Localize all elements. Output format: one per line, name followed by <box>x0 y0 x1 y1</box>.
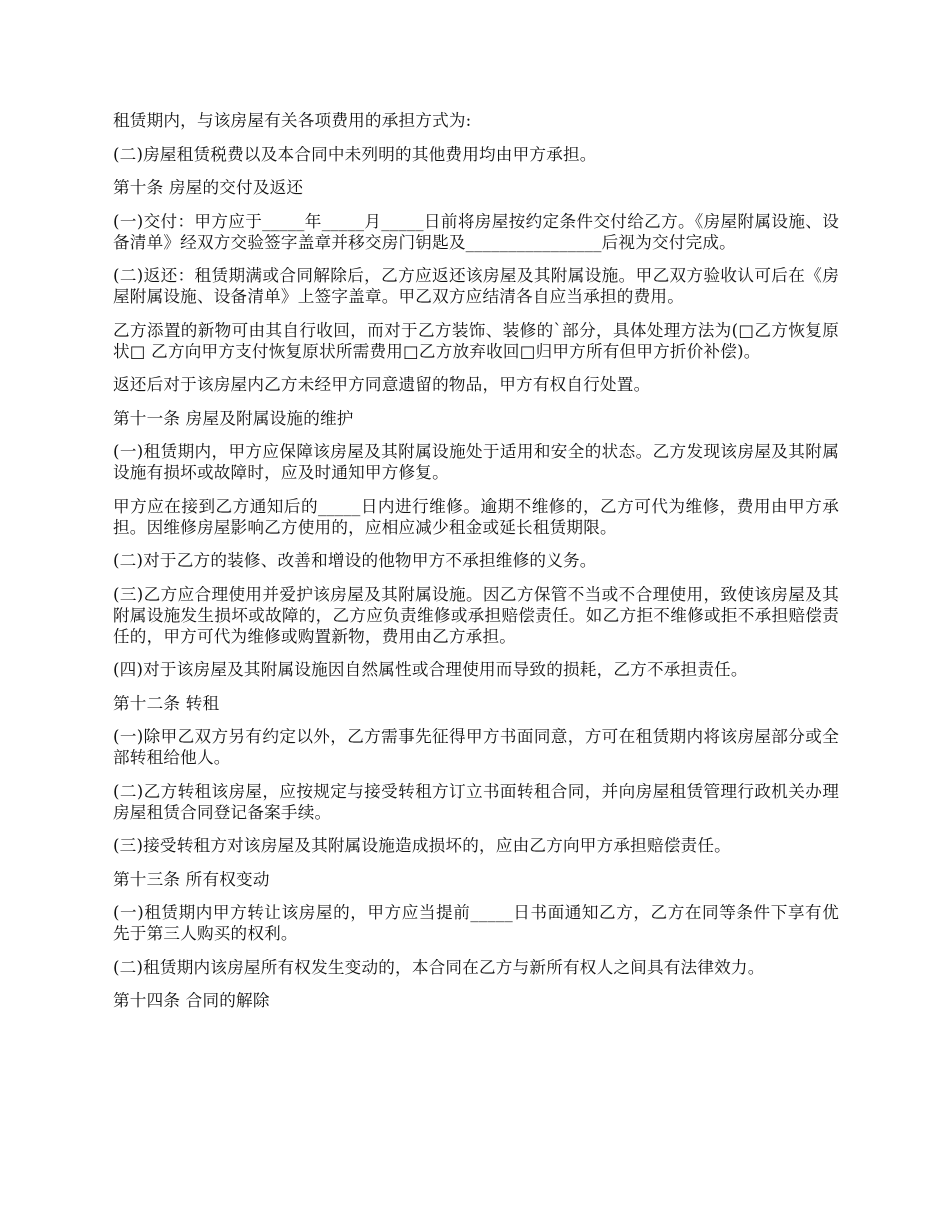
paragraph-left-items: 返还后对于该房屋内乙方未经甲方同意遗留的物品，甲方有权自行处置。 <box>113 375 651 394</box>
paragraph-sublease-1: (一)除甲乙双方另有约定以外，乙方需事先征得甲方书面同意，方可在租赁期内将该房屋部分或全部转租给他人。 <box>113 727 839 767</box>
paragraph-delivery: (一)交付：甲方应于_____年_____月_____日前将房屋按约定条件交付给乙方。《房屋附属设施、设备清单》经双方交验签字盖章并移交房门钥匙及________________后视为交付完成。 <box>113 211 839 252</box>
article-13-heading: 第十三条 所有权变动 <box>113 869 270 889</box>
paragraph-maintenance-4: (四)对于该房屋及其附属设施因自然属性或合理使用而导致的损耗，乙方不承担责任。 <box>113 660 748 679</box>
article-14-heading: 第十四条 合同的解除 <box>113 991 270 1010</box>
paragraph-tax-fees: (二)房屋租赁税费以及本合同中未列明的其他费用均由甲方承担。 <box>113 144 597 164</box>
paragraph-return: (二)返还：租赁期满或合同解除后，乙方应返还该房屋及其附属设施。甲乙双方验收认可后在《房屋附属设施、设备清单》上签字盖章。甲乙双方应结清各自应当承担的费用。 <box>113 266 839 306</box>
paragraph-new-items: 乙方添置的新物可由其自行收回，而对于乙方装饰、装修的`部分，具体处理方法为(□乙方恢复原状□ 乙方向甲方支付恢复原状所需费用□乙方放弃收回□归甲方所有但甲方折价补偿)。 <box>113 320 839 361</box>
paragraph-maintenance-3: (三)乙方应合理使用并爱护该房屋及其附属设施。因乙方保管不当或不合理使用，致使该房屋及其附属设施发生损坏或故障的，乙方应负责维修或承担赔偿责任。如乙方拒不维修或拒不承担赔偿责任的，甲方可代为维修或购置新物，费用由乙方承担。 <box>113 584 839 646</box>
paragraph-maintenance-1: (一)租赁期内，甲方应保障该房屋及其附属设施处于适用和安全的状态。乙方发现该房屋及其附属设施有损坏或故障时，应及时通知甲方修复。 <box>113 442 839 482</box>
paragraph-sublease-3: (三)接受转租方对该房屋及其附属设施造成损坏的，应由乙方向甲方承担赔偿责任。 <box>113 836 731 855</box>
document-page <box>113 110 839 1024</box>
article-11-heading: 第十一条 房屋及附属设施的维护 <box>113 408 354 428</box>
paragraph-ownership-2: (二)租赁期内该房屋所有权发生变动的，本合同在乙方与新所有权人之间具有法律效力。 <box>113 957 765 977</box>
paragraph-sublease-2: (二)乙方转租该房屋，应按规定与接受转租方订立书面转租合同，并向房屋租赁管理行政机关办理房屋租赁合同登记备案手续。 <box>113 781 839 822</box>
paragraph-maintenance-2: (二)对于乙方的装修、改善和增设的他物甲方不承担维修的义务。 <box>113 551 597 570</box>
paragraph-fee-intro: 租赁期内，与该房屋有关各项费用的承担方式为: <box>113 111 472 130</box>
article-10-heading: 第十条 房屋的交付及返还 <box>113 178 304 197</box>
paragraph-ownership-1: (一)租赁期内甲方转让该房屋的，甲方应当提前_____日书面通知乙方，乙方在同等条件下享有优先于第三人购买的权利。 <box>113 903 839 943</box>
article-12-heading: 第十二条 转租 <box>113 693 220 713</box>
paragraph-repair-deadline: 甲方应在接到乙方通知后的_____日内进行维修。逾期不维修的，乙方可代为维修，费用由甲方承担。因维修房屋影响乙方使用的，应相应减少租金或延长租赁期限。 <box>113 496 839 537</box>
